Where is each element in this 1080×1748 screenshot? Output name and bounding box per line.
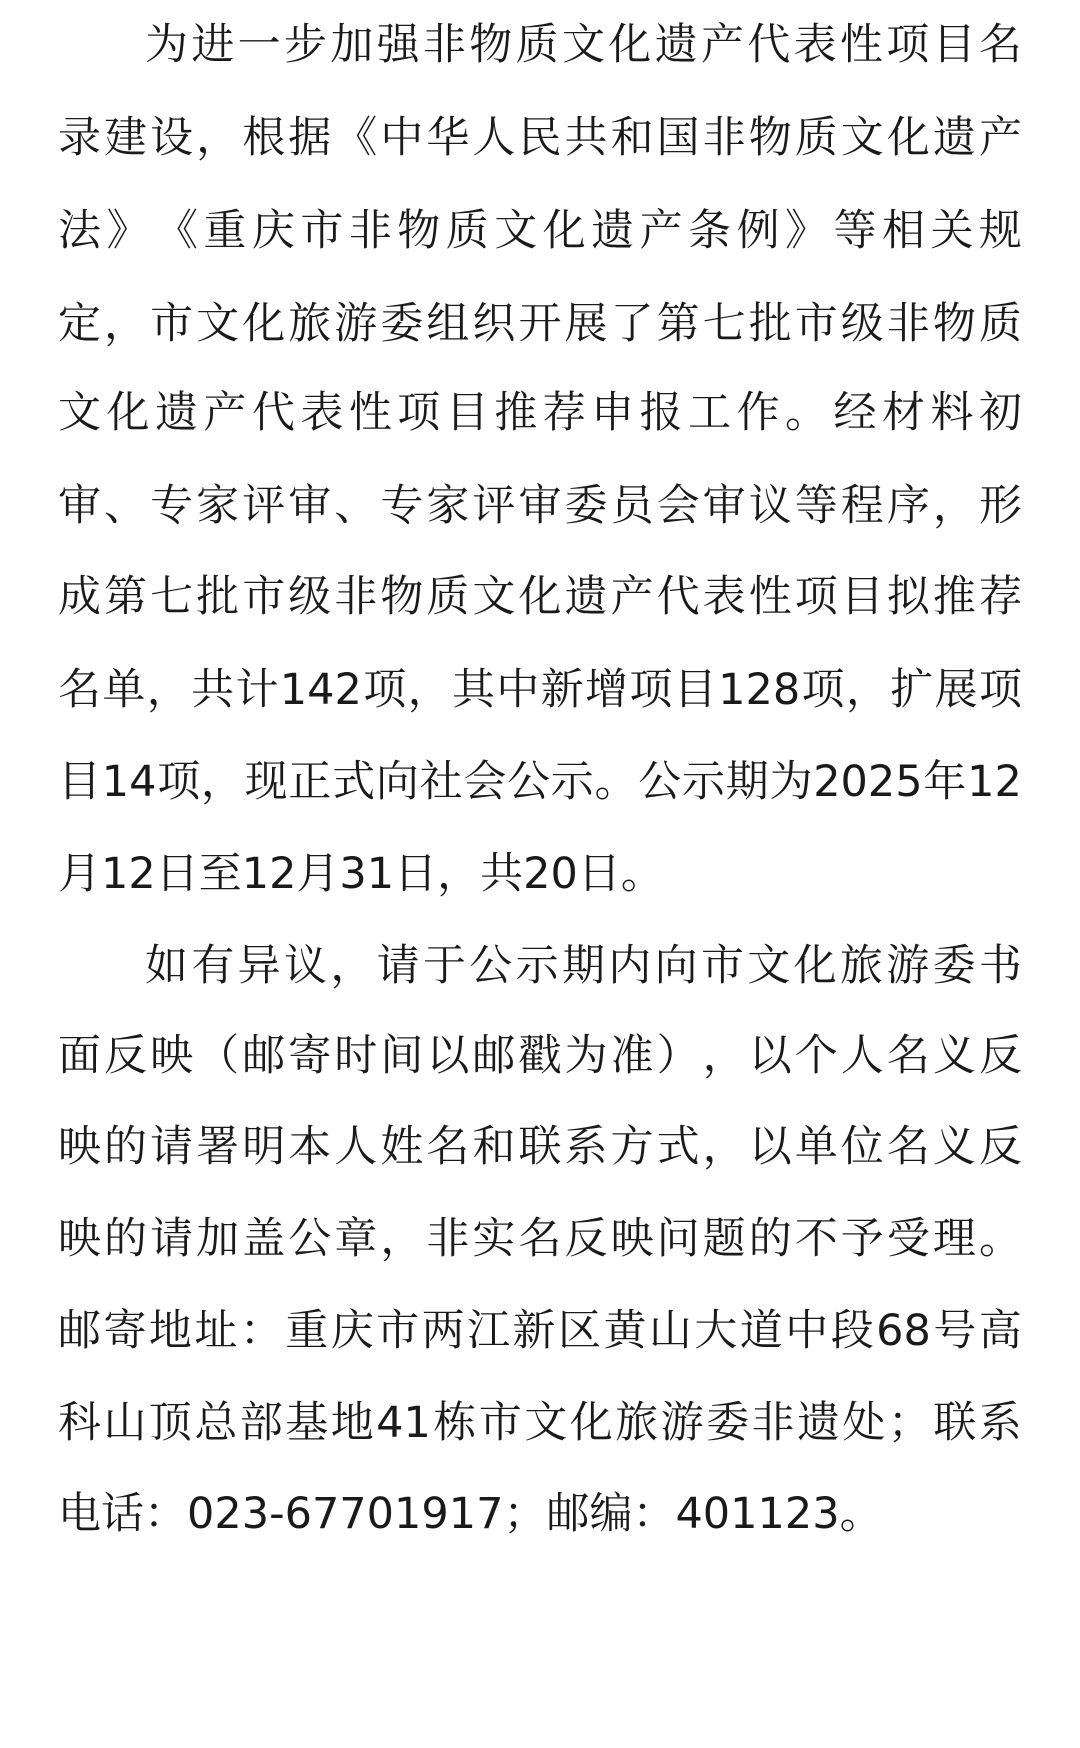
text-line: 名 单 ， 共 计 142 项 ， 其 中 新 增 项 目 128 项 ， 扩 展 项: [58, 665, 1022, 715]
text-line: 法 》 《 重 庆 市 非 物 质 文 化 遗 产 条 例 》 等 相 关 规: [58, 206, 1022, 256]
text-line: 目 14 项 ， 现 正 式 向 社 会 公 示 。 公 示 期 为 2025 年 12: [58, 757, 1022, 807]
text-line: 为 进 一 步 加 强 非 物 质 文 化 遗 产 代 表 性 项 目 名: [145, 20, 1022, 70]
text-line: 面 反 映 （ 邮 寄 时 间 以 邮 戳 为 准 ） ， 以 个 人 名 义 反: [58, 1031, 1022, 1081]
text-line: 录 建 设 ， 根 据 《 中 华 人 民 共 和 国 非 物 质 文 化 遗 产: [58, 113, 1022, 163]
text-line: 定 ， 市 文 化 旅 游 委 组 织 开 展 了 第 七 批 市 级 非 物 质: [58, 299, 1022, 349]
text-line: 科 山 顶 总 部 基 地 41 栋 市 文 化 旅 游 委 非 遗 处 ； 联 系: [58, 1398, 1022, 1448]
text-line: 成 第 七 批 市 级 非 物 质 文 化 遗 产 代 表 性 项 目 拟 推 荐: [58, 572, 1022, 622]
text-line: 月12日至12月31日，共20日。: [58, 849, 664, 899]
text-line: 邮 寄 地 址 ： 重 庆 市 两 江 新 区 黄 山 大 道 中 段 68 号 高: [58, 1306, 1022, 1356]
text-line: 审 、 专 家 评 审 、 专 家 评 审 委 员 会 审 议 等 程 序 ， 形: [58, 481, 1022, 531]
text-line: 如 有 异 议 ， 请 于 公 示 期 内 向 市 文 化 旅 游 委 书: [145, 941, 1022, 991]
text-line: 映 的 请 署 明 本 人 姓 名 和 联 系 方 式 ， 以 单 位 名 义 反: [58, 1122, 1022, 1172]
text-line: 文 化 遗 产 代 表 性 项 目 推 荐 申 报 工 作 。 经 材 料 初: [58, 388, 1022, 438]
text-line: 电话：023-67701917；邮编：401123。: [58, 1489, 883, 1539]
text-line: 映 的 请 加 盖 公 章 ， 非 实 名 反 映 问 题 的 不 予 受 理 。: [58, 1214, 1022, 1264]
